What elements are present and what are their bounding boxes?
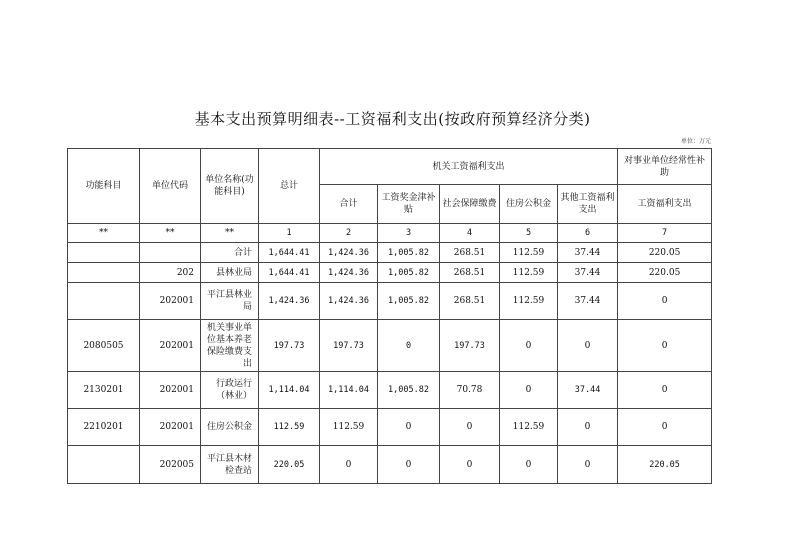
cell-housing: 0 [500,372,558,409]
cell-housing: 0 [500,446,558,484]
index-cell: 7 [618,224,712,243]
cell-unit-name: 县林业局 [201,263,259,283]
cell-total: 1,424.36 [259,283,320,320]
cell-welfare: 0 [618,409,712,446]
cell-other: 0 [558,320,618,372]
cell-other: 37.44 [558,243,618,263]
cell-subtotal: 1,424.36 [320,283,378,320]
cell-welfare: 220.05 [618,446,712,484]
cell-wage: 1,005.82 [378,243,440,263]
cell-unit-name: 合计 [201,243,259,263]
cell-housing: 112.59 [500,409,558,446]
cell-func-code: 2080505 [68,320,140,372]
index-cell: ** [140,224,201,243]
header-group-organ: 机关工资福利支出 [320,149,618,185]
cell-wage: 0 [378,409,440,446]
cell-welfare: 220.05 [618,243,712,263]
cell-subtotal: 112.59 [320,409,378,446]
index-cell: 2 [320,224,378,243]
cell-unit-name: 行政运行（林业） [201,372,259,409]
table-row [68,320,712,372]
cell-unit-name: 住房公积金 [201,409,259,446]
cell-func-code [68,283,140,320]
index-cell: ** [68,224,140,243]
cell-housing: 112.59 [500,283,558,320]
cell-unit-code [140,243,201,263]
table-row [68,409,712,446]
cell-func-code [68,243,140,263]
cell-total: 220.05 [259,446,320,484]
header-unit-name: 单位名称(功能科目) [201,149,259,224]
cell-subtotal: 197.73 [320,320,378,372]
table-row [68,263,712,283]
cell-other: 37.44 [558,283,618,320]
header-group-subsidy: 对事业单位经常性补助 [618,149,712,185]
cell-unit-name: 平江县木材检查站 [201,446,259,484]
cell-social: 268.51 [440,283,500,320]
cell-unit-code: 202001 [140,409,201,446]
cell-welfare: 0 [618,283,712,320]
cell-housing: 112.59 [500,263,558,283]
cell-social: 268.51 [440,243,500,263]
index-cell: 4 [440,224,500,243]
cell-total: 112.59 [259,409,320,446]
cell-unit-name: 平江县林业局 [201,283,259,320]
cell-unit-code: 202 [140,263,201,283]
cell-other: 0 [558,446,618,484]
header-social: 社会保障缴费 [440,185,500,224]
cell-wage: 1,005.82 [378,263,440,283]
cell-unit-code: 202001 [140,372,201,409]
header-unit-code: 单位代码 [140,149,201,224]
budget-table [67,148,712,484]
table-row [68,446,712,484]
cell-wage: 1,005.82 [378,283,440,320]
cell-housing: 112.59 [500,243,558,263]
header-subtotal: 合计 [320,185,378,224]
cell-welfare: 220.05 [618,263,712,283]
cell-subtotal: 1,114.04 [320,372,378,409]
cell-subtotal: 0 [320,446,378,484]
cell-func-code [68,446,140,484]
cell-other: 37.44 [558,263,618,283]
cell-other: 37.44 [558,372,618,409]
cell-total: 197.73 [259,320,320,372]
cell-welfare: 0 [618,320,712,372]
cell-func-code [68,263,140,283]
index-cell: 6 [558,224,618,243]
index-cell: 3 [378,224,440,243]
table-row [68,372,712,409]
cell-unit-code: 202005 [140,446,201,484]
cell-func-code: 2130201 [68,372,140,409]
cell-other: 0 [558,409,618,446]
cell-func-code: 2210201 [68,409,140,446]
index-cell: 5 [500,224,558,243]
index-row [68,224,712,243]
cell-unit-name: 机关事业单位基本养老保险缴费支出 [201,320,259,372]
index-cell: ** [201,224,259,243]
cell-subtotal: 1,424.36 [320,263,378,283]
cell-total: 1,644.41 [259,243,320,263]
header-total: 总计 [259,149,320,224]
cell-social: 70.78 [440,372,500,409]
cell-housing: 0 [500,320,558,372]
cell-total: 1,114.04 [259,372,320,409]
cell-unit-code: 202001 [140,320,201,372]
cell-wage: 1,005.82 [378,372,440,409]
cell-social: 0 [440,446,500,484]
header-welfare: 工资福利支出 [618,185,712,224]
cell-social: 268.51 [440,263,500,283]
index-cell: 1 [259,224,320,243]
header-other: 其他工资福利支出 [558,185,618,224]
header-wage: 工资奖金津补贴 [378,185,440,224]
cell-social: 197.73 [440,320,500,372]
cell-total: 1,644.41 [259,263,320,283]
cell-subtotal: 1,424.36 [320,243,378,263]
cell-welfare: 0 [618,372,712,409]
header-func-code: 功能科目 [68,149,140,224]
cell-unit-code: 202001 [140,283,201,320]
cell-social: 0 [440,409,500,446]
page-title: 基本支出预算明细表--工资福利支出(按政府预算经济分类) [194,110,591,128]
unit-label: 单位：万元 [680,138,711,145]
table-row [68,243,712,263]
cell-wage: 0 [378,320,440,372]
header-row-1 [68,149,712,185]
table-row [68,283,712,320]
cell-wage: 0 [378,446,440,484]
header-housing: 住房公积金 [500,185,558,224]
